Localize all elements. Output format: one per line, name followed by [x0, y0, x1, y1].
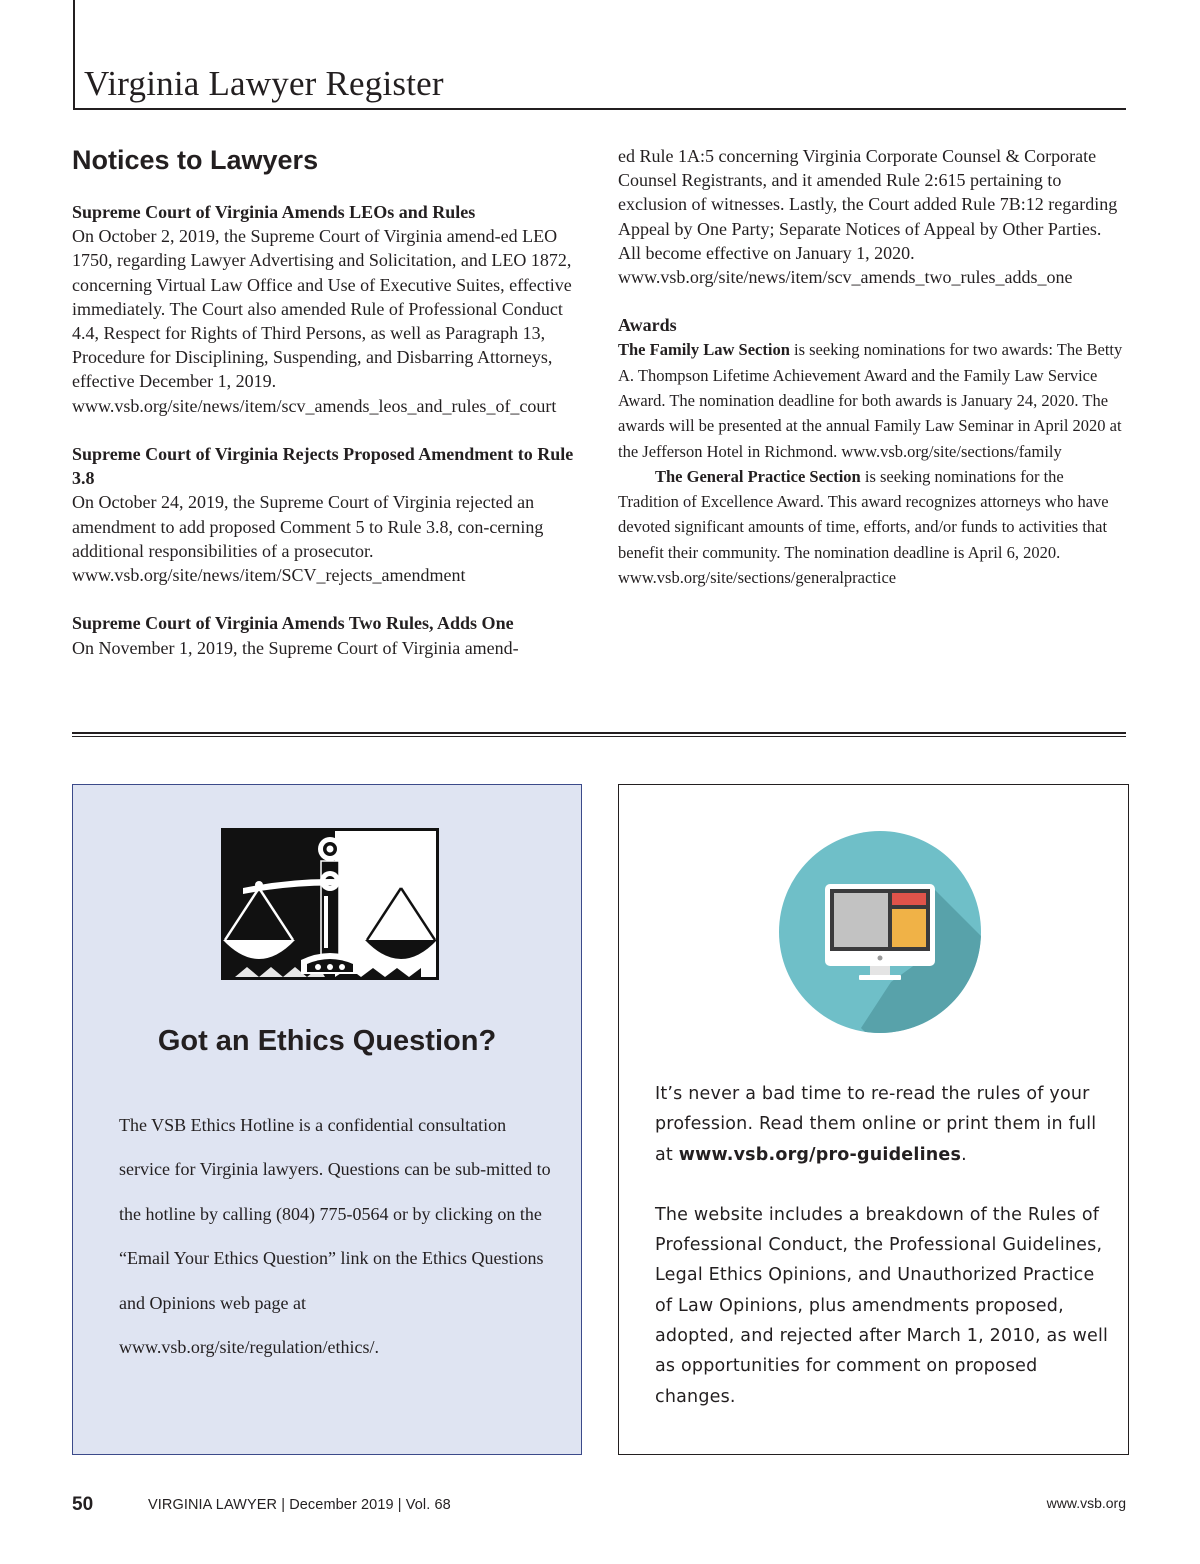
ethics-question-box: [72, 784, 582, 1455]
computer-monitor-icon: [779, 831, 981, 1033]
header-horizontal-rule: [73, 108, 1126, 110]
rules-paragraph-2: The website includes a breakdown of the Rules of Professional Conduct, the Professional Guidelines, Legal Ethics Opinions, and Unauthorized Practice of Law Opinions, plus amendments proposed, adopted, and rejected after March 1, 2010, as well as opportunities for comment on proposed changes.: [655, 1204, 1109, 1407]
section-title: Virginia Lawyer Register: [84, 64, 444, 103]
notice-2-title: Supreme Court of Virginia Rejects Proposed Amendment to Rule 3.8: [72, 444, 574, 489]
scales-of-justice-icon: [221, 828, 439, 980]
family-law-section-name: The Family Law Section: [618, 340, 790, 360]
section-divider-thin: [72, 736, 1126, 737]
notice-2-body: On October 24, 2019, the Supreme Court of Virginia rejected an amendment to add proposed Comment 5 to Rule 3.8, con-cerning additional responsibilities of a prosecutor. www.vsb.org/site/news/item/SCV_rejects_amendment: [72, 492, 544, 586]
page-number: 50: [72, 1494, 94, 1515]
rules-paragraph-1: [655, 1079, 1115, 1170]
footer-website: www.vsb.org: [1046, 1495, 1126, 1511]
left-column: [72, 144, 577, 660]
ethics-box-title: Got an Ethics Question?: [157, 1025, 497, 1057]
ethics-box-text: The VSB Ethics Hotline is a confidential consultation service for Virginia lawyers. Questions can be sub-mitted to the hotline by calling (804) 775-0564 or by clicking on the “Email Your Ethics Question” link on the Ethics Questions and Opinions web page at www.vsb.org/site/regulation/ethics/.: [119, 1115, 551, 1358]
notice-1-body: On October 2, 2019, the Supreme Court of Virginia amend-ed LEO 1750, regarding Lawyer Advertising and Solicitation, and LEO 1872, concerning Virtual Law Office and Use of Executive Suites, effective immediately. The Court also amended Rule of Professional Conduct 4.4, Respect for Rights of Third Persons, as well as Paragraph 13, Procedure for Disciplining, Suspending, and Disbarring Attorneys, effective December 1, 2019. www.vsb.org/site/news/item/scv_amends_leos_and_rules_of_court: [72, 226, 572, 416]
rules-of-profession-box: [618, 784, 1129, 1455]
rules-intro-end: .: [961, 1144, 967, 1165]
rules-box-text: [655, 1079, 1115, 1412]
magazine-info: VIRGINIA LAWYER | December 2019 | Vol. 68: [148, 1497, 451, 1513]
pro-guidelines-link[interactable]: www.vsb.org/pro-guidelines: [678, 1144, 962, 1165]
section-divider-thick: [72, 732, 1126, 734]
notices-heading: Notices to Lawyers: [72, 145, 319, 175]
general-practice-section-name: The General Practice Section: [655, 466, 861, 486]
rules-intro-text: It’s never a bad time to re-read the rules of your profession. Read them online or print them in full at: [655, 1084, 1097, 1165]
family-law-award-text: is seeking nominations for two awards: The Betty A. Thompson Lifetime Achievement Award and the Family Law Service Award. The nomination deadline for both awards is January 24, 2020. The awards will be presented at the annual Family Law Seminar in April 2020 at the Jefferson Hotel in Richmond. www.vsb.org/site/sections/family: [618, 340, 1123, 461]
notice-1-title: Supreme Court of Virginia Amends LEOs and Rules: [72, 202, 476, 222]
general-practice-award: [618, 464, 1123, 590]
header-vertical-rule: [73, 0, 75, 110]
notice-3-body-start: On November 1, 2019, the Supreme Court of Virginia amend-: [72, 637, 519, 658]
right-column: [618, 144, 1123, 590]
notice-3-title: Supreme Court of Virginia Amends Two Rules, Adds One: [72, 613, 514, 634]
general-practice-award-text: is seeking nominations for the Tradition of Excellence Award. This award recognizes attorneys who have devoted significant amounts of time, efforts, and/or funds to activities that benefit their community. The nomination deadline is April 6, 2020. www.vsb.org/site/sections/generalpractice: [618, 466, 1109, 588]
notice-3-body-continued: ed Rule 1A:5 concerning Virginia Corporate Counsel & Corporate Counsel Registrants, and it amended Rule 2:615 pertaining to exclusion of witnesses. Lastly, the Court added Rule 7B:12 regarding Appeal by One Party; Separate Notices of Appeal by Other Parties. All become effective on January 1, 2020. www.vsb.org/site/news/item/scv_amends_two_rules_adds_one: [618, 146, 1118, 288]
family-law-award: [618, 337, 1123, 463]
awards-heading: Awards: [618, 315, 677, 336]
